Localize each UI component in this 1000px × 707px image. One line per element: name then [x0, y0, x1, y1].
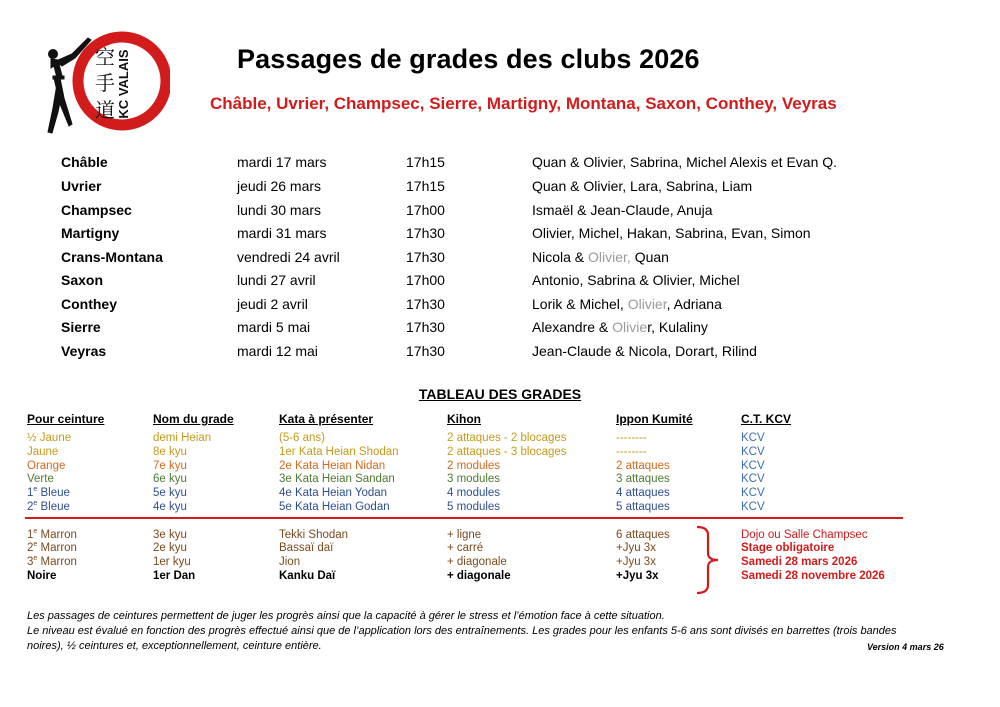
- schedule-time: 17h15: [406, 154, 445, 170]
- instructor-segment: Jean-Claude & Nicola, Dorart, Rilind: [532, 343, 757, 359]
- schedule-time: 17h30: [406, 249, 445, 265]
- grade-belt-part: ½: [27, 432, 37, 444]
- schedule-instructors: [532, 202, 713, 218]
- grade-name: 1er Dan: [153, 570, 196, 582]
- grade-row: [0, 460, 1000, 474]
- right-brace-icon: [694, 525, 724, 595]
- instructor-segment: Nicola &: [532, 249, 589, 265]
- grade-row: [0, 432, 1000, 446]
- grade-row: [0, 487, 1000, 501]
- grade-belt-part: Marron: [37, 529, 77, 541]
- schedule-club: Champsec: [61, 202, 132, 218]
- instructor-segment: Olivier, Michel, Hakan, Sabrina, Evan, Simon: [532, 225, 811, 241]
- grade-kihon: 2 attaques - 3 blocages: [447, 446, 567, 458]
- grade-belt-part: Orange: [27, 460, 66, 472]
- schedule-club: Uvrier: [61, 178, 102, 194]
- grade-kumite: 6 attaques: [616, 529, 670, 541]
- schedule-time: 17h30: [406, 225, 445, 241]
- grade-name: 3e kyu: [153, 529, 187, 541]
- grade-kihon: 2 attaques - 2 blocages: [447, 432, 567, 444]
- grade-row: [0, 529, 1000, 543]
- schedule-row: [0, 272, 1000, 292]
- grade-ct: Dojo ou Salle Champsec: [741, 529, 868, 541]
- grade-ct: KCV: [741, 487, 765, 499]
- footer-line-3: noires), ½ ceintures et, exceptionnellement, ceinture entière.: [27, 640, 322, 652]
- instructor-segment: Olivier: [627, 296, 667, 312]
- schedule-date: vendredi 24 avril: [237, 249, 340, 265]
- grade-ct: KCV: [741, 473, 765, 485]
- grade-belt-part: 2: [27, 501, 34, 513]
- schedule-time: 17h30: [406, 296, 445, 312]
- grade-belt: [27, 473, 54, 485]
- grade-kumite: 2 attaques: [616, 460, 670, 472]
- grade-ct: Samedi 28 novembre 2026: [741, 570, 885, 582]
- grades-header-kihon: Kihon: [447, 412, 481, 426]
- schedule-date: jeudi 2 avril: [237, 296, 308, 312]
- grade-belt-part: e: [33, 528, 38, 536]
- schedule-instructors: [532, 249, 669, 265]
- schedule-date: mardi 12 mai: [237, 343, 318, 359]
- grades-header-belt: Pour ceinture: [27, 412, 105, 426]
- schedule-time: 17h15: [406, 178, 445, 194]
- schedule-row: [0, 343, 1000, 363]
- schedule-instructors: [532, 225, 811, 241]
- grade-row: [0, 556, 1000, 570]
- grade-belt-part: Marron: [37, 542, 77, 554]
- grade-belt-part: 1: [27, 529, 34, 541]
- grade-name: 7e kyu: [153, 460, 187, 472]
- schedule-time: 17h30: [406, 319, 445, 335]
- schedule-row: [0, 249, 1000, 269]
- grades-table-title: TABLEAU DES GRADES: [418, 386, 582, 402]
- grades-header-ct: C.T. KCV: [741, 412, 792, 426]
- grade-name: demi Heian: [153, 432, 212, 444]
- logo-kanji-2: 手: [95, 71, 115, 95]
- grade-row: [0, 570, 1000, 584]
- grade-kata: Tekki Shodan: [279, 529, 349, 541]
- instructor-segment: , Adriana: [666, 296, 722, 312]
- grades-header-grade: Nom du grade: [153, 412, 234, 426]
- grade-kata: Jion: [279, 556, 301, 568]
- grade-name: 2e kyu: [153, 542, 187, 554]
- grade-kihon: 2 modules: [447, 460, 501, 472]
- instructor-segment: Olivier,: [588, 249, 631, 265]
- grade-kata: 4e Kata Heian Yodan: [279, 487, 388, 499]
- grade-belt: [27, 432, 71, 444]
- grade-belt: [27, 446, 58, 458]
- instructor-segment: Ismaël & Jean-Claude, Anuja: [532, 202, 713, 218]
- grade-ct: KCV: [741, 501, 765, 513]
- grade-kumite: +Jyu 3x: [616, 542, 656, 554]
- grade-ct: KCV: [741, 446, 765, 458]
- grade-belt-part: Bleue: [37, 501, 70, 513]
- grade-kihon: + carré: [447, 542, 484, 554]
- grade-kumite: 4 attaques: [616, 487, 670, 499]
- grade-belt-part: Noire: [27, 570, 57, 582]
- schedule-date: lundi 30 mars: [237, 202, 322, 218]
- grade-belt-part: 2: [27, 542, 34, 554]
- grade-ct: KCV: [741, 460, 765, 472]
- schedule-club: Saxon: [61, 272, 104, 288]
- grade-belt-part: e: [33, 500, 38, 508]
- grade-row: [0, 473, 1000, 487]
- grade-belt-part: e: [33, 541, 38, 549]
- footer-line-2: Le niveau est évalué en fonction des progrès effectué ainsi que de l’application lors des entraînements. Les grades pour les enfants 5-6 ans sont divisés en barrettes (trois bandes: [27, 625, 897, 637]
- grade-belt-part: e: [33, 486, 38, 494]
- grade-kumite: --------: [616, 432, 647, 444]
- grade-belt: [27, 501, 70, 513]
- grade-row: [0, 501, 1000, 515]
- grade-kihon: 3 modules: [447, 473, 501, 485]
- grade-ct: KCV: [741, 432, 765, 444]
- schedule-row: [0, 202, 1000, 222]
- grade-belt: [27, 556, 77, 568]
- grade-kata: 1er Kata Heian Shodan: [279, 446, 399, 458]
- grade-kata: (5-6 ans): [279, 432, 326, 444]
- club-list-subtitle: Châble, Uvrier, Champsec, Sierre, Martigny, Montana, Saxon, Conthey, Veyras: [210, 94, 837, 113]
- schedule-club: Châble: [61, 154, 108, 170]
- schedule-row: [0, 154, 1000, 174]
- grade-belt-part: Verte: [27, 473, 54, 485]
- instructor-segment: Olivie: [612, 319, 648, 335]
- instructor-segment: Lorik & Michel,: [532, 296, 628, 312]
- grade-belt-part: e: [33, 555, 38, 563]
- grade-kihon: 5 modules: [447, 501, 501, 513]
- grade-kihon: + ligne: [447, 529, 482, 541]
- grade-kata: 3e Kata Heian Sandan: [279, 473, 395, 485]
- grade-name: 8e kyu: [153, 446, 187, 458]
- grade-kumite: +Jyu 3x: [616, 556, 656, 568]
- instructor-segment: r, Kulaliny: [647, 319, 708, 335]
- logo-kanji-3: 道: [95, 98, 115, 122]
- grade-kumite: --------: [616, 446, 647, 458]
- schedule-club: Veyras: [61, 343, 107, 359]
- schedule-time: 17h00: [406, 272, 445, 288]
- schedule-time: 17h30: [406, 343, 445, 359]
- grade-kihon: + diagonale: [447, 556, 507, 568]
- grade-belt: [27, 570, 56, 582]
- schedule-instructors: [532, 154, 837, 170]
- grade-belt-part: Jaune: [27, 446, 59, 458]
- grade-kata: 5e Kata Heian Godan: [279, 501, 390, 513]
- schedule-date: jeudi 26 mars: [237, 178, 322, 194]
- grade-kata: Bassaï daï: [279, 542, 334, 554]
- grade-name: 6e kyu: [153, 473, 187, 485]
- schedule-club: Martigny: [61, 225, 120, 241]
- schedule-instructors: [532, 272, 740, 288]
- grade-belt-part: Jaune: [36, 432, 72, 444]
- schedule-club: Crans-Montana: [61, 249, 163, 265]
- instructor-segment: Antonio, Sabrina & Olivier, Michel: [532, 272, 740, 288]
- red-divider: [25, 517, 903, 519]
- schedule-instructors: [532, 178, 752, 194]
- grade-kihon: 4 modules: [447, 487, 501, 499]
- schedule-club: Sierre: [61, 319, 101, 335]
- grade-ct: Samedi 28 mars 2026: [741, 556, 858, 568]
- grade-kata: Kanku Daï: [279, 570, 336, 582]
- grade-belt-part: Bleue: [37, 487, 70, 499]
- schedule-row: [0, 225, 1000, 245]
- grade-belt-part: 1: [27, 487, 34, 499]
- version-label: Version 4 mars 26: [867, 642, 944, 652]
- kc-valais-logo: [42, 24, 170, 142]
- instructor-segment: Quan: [630, 249, 669, 265]
- grade-belt-part: 3: [27, 556, 34, 568]
- schedule-row: [0, 178, 1000, 198]
- grades-header-kumite: Ippon Kumité: [616, 412, 693, 426]
- grade-ct: Stage obligatoire: [741, 542, 835, 554]
- grade-belt-part: Marron: [37, 556, 77, 568]
- instructor-segment: Quan & Olivier, Sabrina, Michel Alexis et Evan Q.: [532, 154, 838, 170]
- grade-kata: 2e Kata Heian Nidan: [279, 460, 386, 472]
- schedule-row: [0, 319, 1000, 339]
- schedule-time: 17h00: [406, 202, 445, 218]
- instructor-segment: Alexandre &: [532, 319, 613, 335]
- grade-kumite: +Jyu 3x: [616, 570, 659, 582]
- grade-name: 5e kyu: [153, 487, 187, 499]
- schedule-date: lundi 27 avril: [237, 272, 316, 288]
- logo-kanji-1: 空: [95, 45, 115, 69]
- grade-kumite: 5 attaques: [616, 501, 670, 513]
- schedule-instructors: [532, 319, 708, 335]
- grade-row: [0, 542, 1000, 556]
- grades-header-kata: Kata à présenter: [279, 412, 374, 426]
- schedule-date: mardi 17 mars: [237, 154, 327, 170]
- instructor-segment: Quan & Olivier, Lara, Sabrina, Liam: [532, 178, 753, 194]
- grade-belt: [27, 529, 77, 541]
- page-title: Passages de grades des clubs 2026: [237, 44, 700, 74]
- grade-belt: [27, 460, 65, 472]
- schedule-club: Conthey: [61, 296, 117, 312]
- schedule-date: mardi 5 mai: [237, 319, 311, 335]
- logo-text: KC VALAIS: [116, 49, 131, 119]
- grade-name: 1er kyu: [153, 556, 191, 568]
- grade-name: 4e kyu: [153, 501, 187, 513]
- grade-kihon: + diagonale: [447, 570, 511, 582]
- grade-belt: [27, 542, 77, 554]
- grade-belt: [27, 487, 70, 499]
- schedule-instructors: [532, 296, 722, 312]
- grade-kumite: 3 attaques: [616, 473, 670, 485]
- footer-line-1: Les passages de ceintures permettent de juger les progrès ainsi que la capacité à gérer le stress et l’émotion face à cette situation.: [27, 610, 665, 622]
- schedule-date: mardi 31 mars: [237, 225, 327, 241]
- schedule-instructors: [532, 343, 757, 359]
- grade-row: [0, 446, 1000, 460]
- schedule-row: [0, 296, 1000, 316]
